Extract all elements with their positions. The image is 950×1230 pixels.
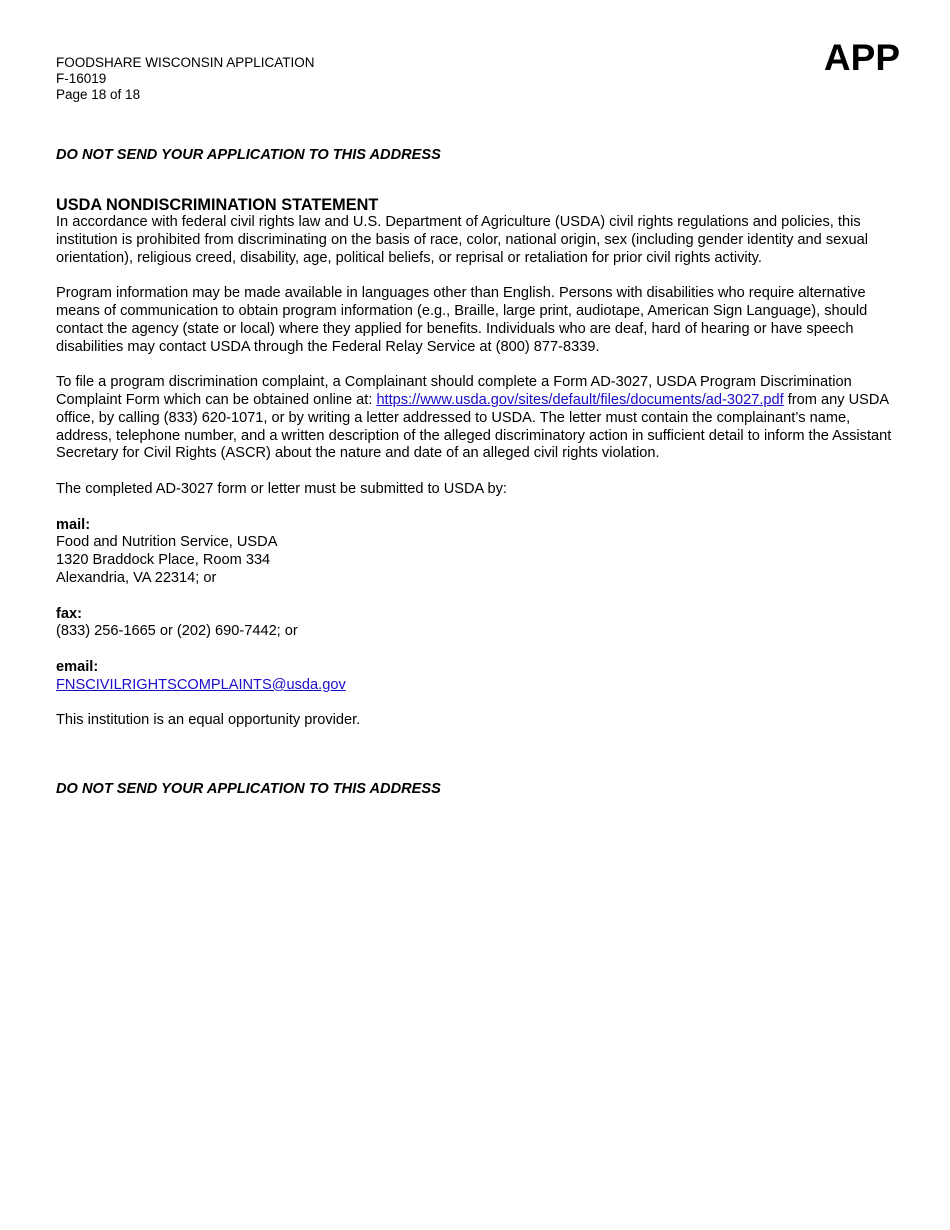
warning-bottom: DO NOT SEND YOUR APPLICATION TO THIS ADDRESS (56, 781, 441, 797)
page-number: Page 18 of 18 (56, 87, 141, 102)
mail-line-1: Food and Nutrition Service, USDA (56, 534, 278, 551)
mail-line-2: 1320 Braddock Place, Room 334 (56, 552, 271, 569)
closing-statement: This institution is an equal opportunity provider. (56, 712, 361, 729)
form-header (56, 55, 315, 103)
paragraph-submission: The completed AD-3027 form or letter must be submitted to USDA by: (56, 480, 507, 497)
form-number: F-16019 (56, 71, 107, 86)
form-name: FOODSHARE WISCONSIN APPLICATION (56, 55, 315, 70)
mail-block (56, 517, 896, 588)
fax-value: (833) 256-1665 or (202) 690-7442; or (56, 623, 298, 640)
paragraph-civil-rights: In accordance with federal civil rights law and U.S. Department of Agriculture (USDA) civil rights regulations and policies, this institution is prohibited from discriminating on the basis of race, color, national origin, sex (including gender identity and sexual orientation), religious creed, disability, age, political beliefs, or reprisal or retaliation for prior civil rights activity. (56, 214, 869, 266)
paragraph-languages: Program information may be made available in languages other than English. Persons with disabilities who require alternative means of communication to obtain program information (e.g., Braille, large print, audiotape, American Sign Language), should contact the agency (state or local) where they applied for benefits. Individuals who are deaf, hard of hearing or have speech disabilities may contact USDA through the Federal Relay Service at (800) 877-8339. (56, 285, 868, 355)
complaint-text-start: To file a program discrimination complaint, a Complainant should complete a Form AD-3027, USDA Program Discrimination Complaint Form which can be obtained online at: (56, 374, 852, 408)
statement-title: USDA NONDISCRIMINATION STATEMENT (56, 196, 379, 214)
mail-line-3: Alexandria, VA 22314; or (56, 569, 217, 586)
complaint-text-end: from any USDA office, by calling (833) 620-1071, or by writing a letter addressed to USDA. The letter must contain the complainant’s name, address, telephone number, and a written description of the alleged discriminatory action in sufficient detail to inform the Assistant Secretary for Civil Rights (ASCR) about the nature and date of an alleged civil rights violation. (56, 391, 892, 462)
complaint-form-link[interactable]: https://www.usda.gov/sites/default/files/documents/ad-3027.pdf (376, 391, 784, 408)
application-code: APP (823, 37, 900, 78)
fax-block (56, 606, 896, 642)
warning-top: DO NOT SEND YOUR APPLICATION TO THIS ADDRESS (56, 147, 441, 163)
email-label: email: (56, 658, 99, 675)
email-link[interactable]: FNSCIVILRIGHTSCOMPLAINTS@usda.gov (56, 676, 346, 693)
email-block (56, 659, 896, 695)
paragraph-complaint (56, 374, 896, 463)
nondiscrimination-statement (56, 196, 896, 748)
mail-label: mail: (56, 516, 91, 533)
fax-label: fax: (56, 605, 82, 622)
